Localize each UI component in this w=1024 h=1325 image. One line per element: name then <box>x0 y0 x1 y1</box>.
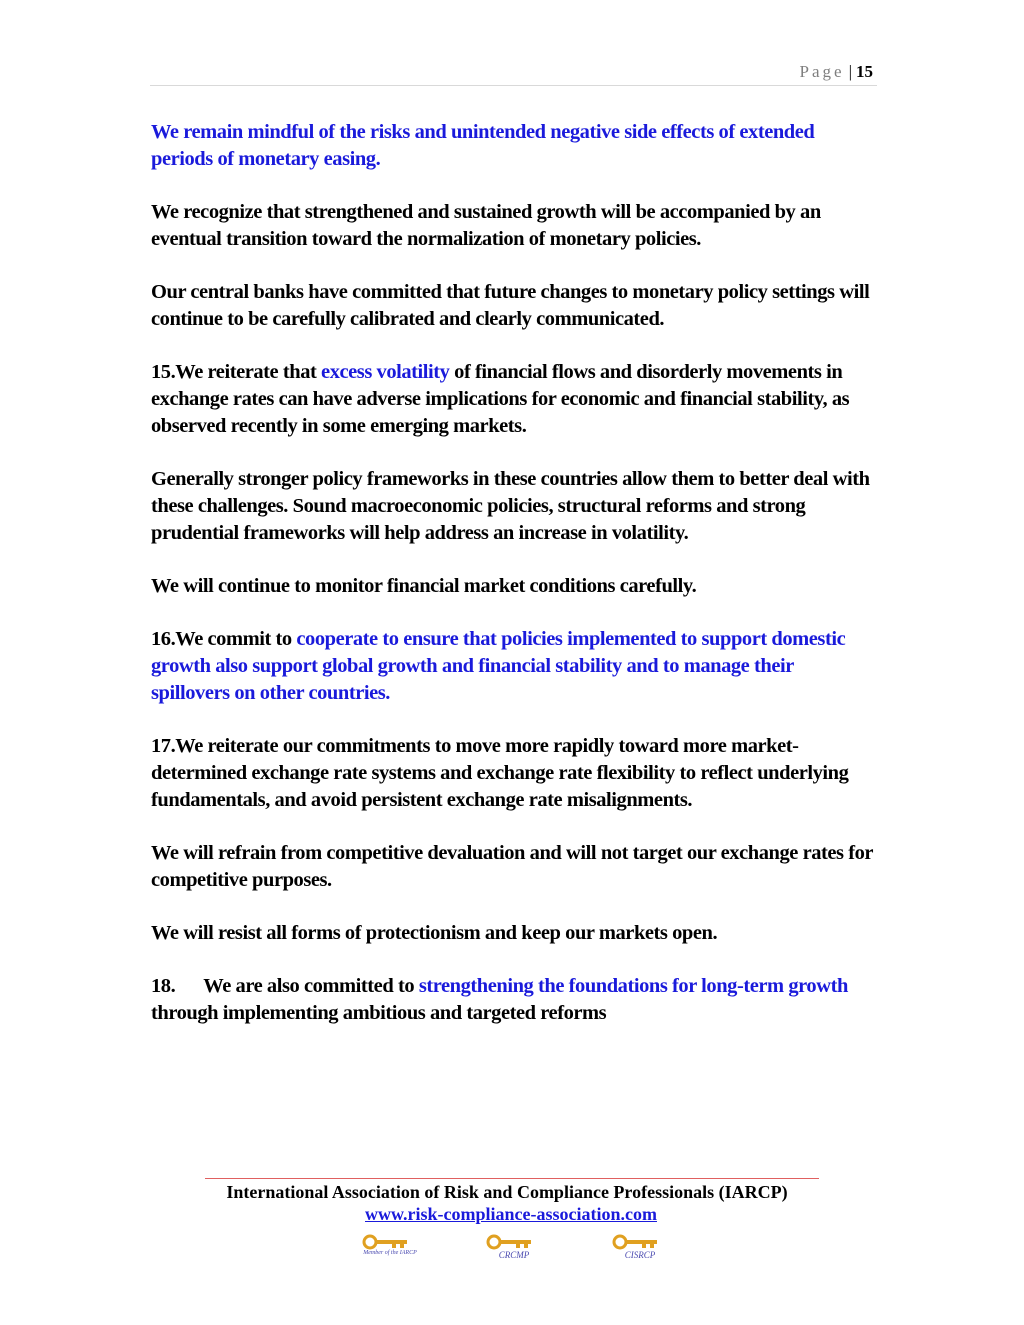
paragraph-7-highlight: cooperate to ensure that policies implemented to support domestic growth also support global growth and financial stability and to manage their spillovers on other countries. <box>151 628 846 704</box>
paragraph-7-prefix: 16.We commit to <box>151 628 297 650</box>
paragraph-7 <box>151 626 876 707</box>
crcmp-logo-caption: CRCMP <box>498 1250 530 1260</box>
paragraph-9: We will refrain from competitive devaluation and will not target our exchange rates for competitive purposes. <box>151 842 873 891</box>
paragraph-10: We will resist all forms of protectionism and keep our markets open. <box>151 922 718 944</box>
member-logo <box>362 1234 418 1262</box>
key-icon <box>612 1234 668 1250</box>
paragraph-4 <box>151 359 876 440</box>
paragraph-4-highlight: excess volatility <box>321 361 450 383</box>
cisrcp-logo-caption: CISRCP <box>624 1250 656 1260</box>
paragraph-3: Our central banks have committed that future changes to monetary policy settings will continue to be carefully calibrated and clearly communicated. <box>151 281 870 330</box>
paragraph-8: 17.We reiterate our commitments to move more rapidly toward more market- determined exchange rate systems and exchange rate flexibility to reflect underlying fundamentals, and avoid persistent exchange rate misalignments. <box>151 735 849 811</box>
paragraph-5: Generally stronger policy frameworks in these countries allow them to better deal with these challenges. Sound macroeconomic policies, structural reforms and strong prudential frameworks will help address an increase in volatility. <box>151 468 870 544</box>
page-separator: | <box>848 62 852 81</box>
paragraph-6: We will continue to monitor financial market conditions carefully. <box>151 575 697 597</box>
paragraph-2: We recognize that strengthened and sustained growth will be accompanied by an eventual transition toward the normalization of monetary policies. <box>151 201 821 250</box>
paragraph-11-number: 18. <box>151 975 176 997</box>
paragraph-4-prefix: 15.We reiterate that <box>151 361 322 383</box>
key-icon <box>362 1234 418 1250</box>
footer-divider <box>205 1178 819 1179</box>
page-label: Page <box>799 62 845 81</box>
page-header <box>150 58 877 86</box>
footer-website-link[interactable]: www.risk-compliance-association.com <box>365 1204 657 1224</box>
footer-organization: International Association of Risk and Compliance Professionals (IARCP) <box>226 1182 788 1202</box>
document-body <box>151 119 876 1053</box>
page-number <box>800 62 873 82</box>
paragraph-11 <box>151 973 876 1027</box>
paragraph-4-suffix: of financial flows and disorderly movements in exchange rates can have adverse implications for economic and financial stability, as observed recently in some emerging markets. <box>151 361 850 437</box>
page-number-value: 15 <box>856 62 873 81</box>
paragraph-1: We remain mindful of the risks and unintended negative side effects of extended periods of monetary easing. <box>151 121 815 170</box>
member-logo-caption: Member of the IARCP <box>363 1250 417 1256</box>
paragraph-11-prefix: We are also committed to <box>203 975 419 997</box>
key-icon <box>486 1234 542 1250</box>
paragraph-11-suffix: through implementing ambitious and targeted reforms <box>151 1002 607 1024</box>
paragraph-11-highlight: strengthening the foundations for long-term growth <box>418 975 848 997</box>
crcmp-logo <box>486 1234 542 1262</box>
cisrcp-logo <box>612 1234 668 1262</box>
